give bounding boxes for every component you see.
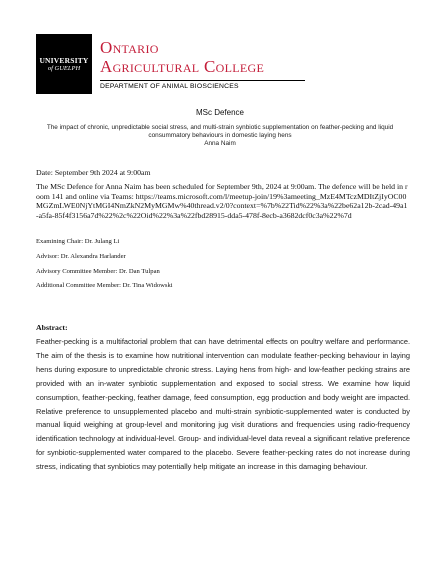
- thesis-title-block: [40, 124, 400, 149]
- advisory-committee-member: Advisory Committee Member: Dr. Dan Tulpan: [36, 267, 160, 275]
- committee-list: [36, 238, 408, 297]
- college-title-line1: Ontario: [100, 38, 159, 57]
- defence-date: Date: September 9th 2024 at 9:00am: [36, 168, 151, 177]
- abstract-text: Feather-pecking is a multifactorial problem that can have detrimental effects on poultry welfare and performance. The aim of the thesis is to examine how nutritional intervention can modulate feather-pecking behaviour in laying hens during exposure to unpredictable chronic stress. Laying hens from high- and low-feather pecking strains are provided with an in-water synbiotic supplementation and exposed to social stress. We examine how liquid consumption, feather-pecking, feather damage, feed consumption, egg production and body weight are impacted. Relative preference to unsupplemented placebo and multi-strain synbiotic-supplemented water is conducted by manual liquid weighing at group-level and monitoring jug visit durations and frequencies using radio-frequency identification technology at individual-level. Group- and individual-level data reveal a significant relative preference for synbiotic-supplemented water compared to the placebo. Severe feather-pecking rates do not increase during stress, indicating that synbiotics may potentially help mitigate an increase in this damaging behaviour.: [36, 337, 410, 472]
- logo-text-guelph: of GUELPH: [47, 64, 81, 72]
- college-title: [100, 38, 264, 76]
- defence-announcement: The MSc Defence for Anna Naim has been scheduled for September 9th, 2024 at 9:00am. The defence will be held in room 141 and online via Teams: https://teams.microsoft.com/l/meetup-join/19%3ameeting_MzE4MTczMDItZjIyOC00MGZmLWE0NjYtMGI4NmZkN2MyMGMw%40thread.v2/0?context=%7b%22Tid%22%3a%22be62a12b-2cad-49a1-a5fa-85f4f3156a7d%22%2c%22Oid%22%3a%22fbd28915-dda5-478f-8ecb-a3682dcf0c3a%22%7d: [36, 182, 408, 220]
- examining-chair: Examining Chair: Dr. Julang Li: [36, 238, 120, 245]
- thesis-title: The impact of chronic, unpredictable social stress, and multi-strain synbiotic supplementation on feather-pecking and liquid consummatory behaviours in domestic laying hens: [46, 124, 394, 140]
- university-logo: [36, 34, 92, 94]
- additional-committee-member: Additional Committee Member: Dr. Tina Widowski: [36, 282, 173, 290]
- college-title-line2: Agricultural College: [100, 57, 265, 76]
- document-heading: MSc Defence: [195, 108, 245, 117]
- abstract-label: Abstract:: [36, 323, 68, 332]
- logo-text-university: UNIVERSITY: [39, 55, 89, 65]
- thesis-author: Anna Naim: [204, 140, 236, 148]
- department-name: DEPARTMENT OF ANIMAL BIOSCIENCES: [100, 80, 305, 90]
- advisor: Advisor: Dr. Alexandra Harlander: [36, 252, 126, 260]
